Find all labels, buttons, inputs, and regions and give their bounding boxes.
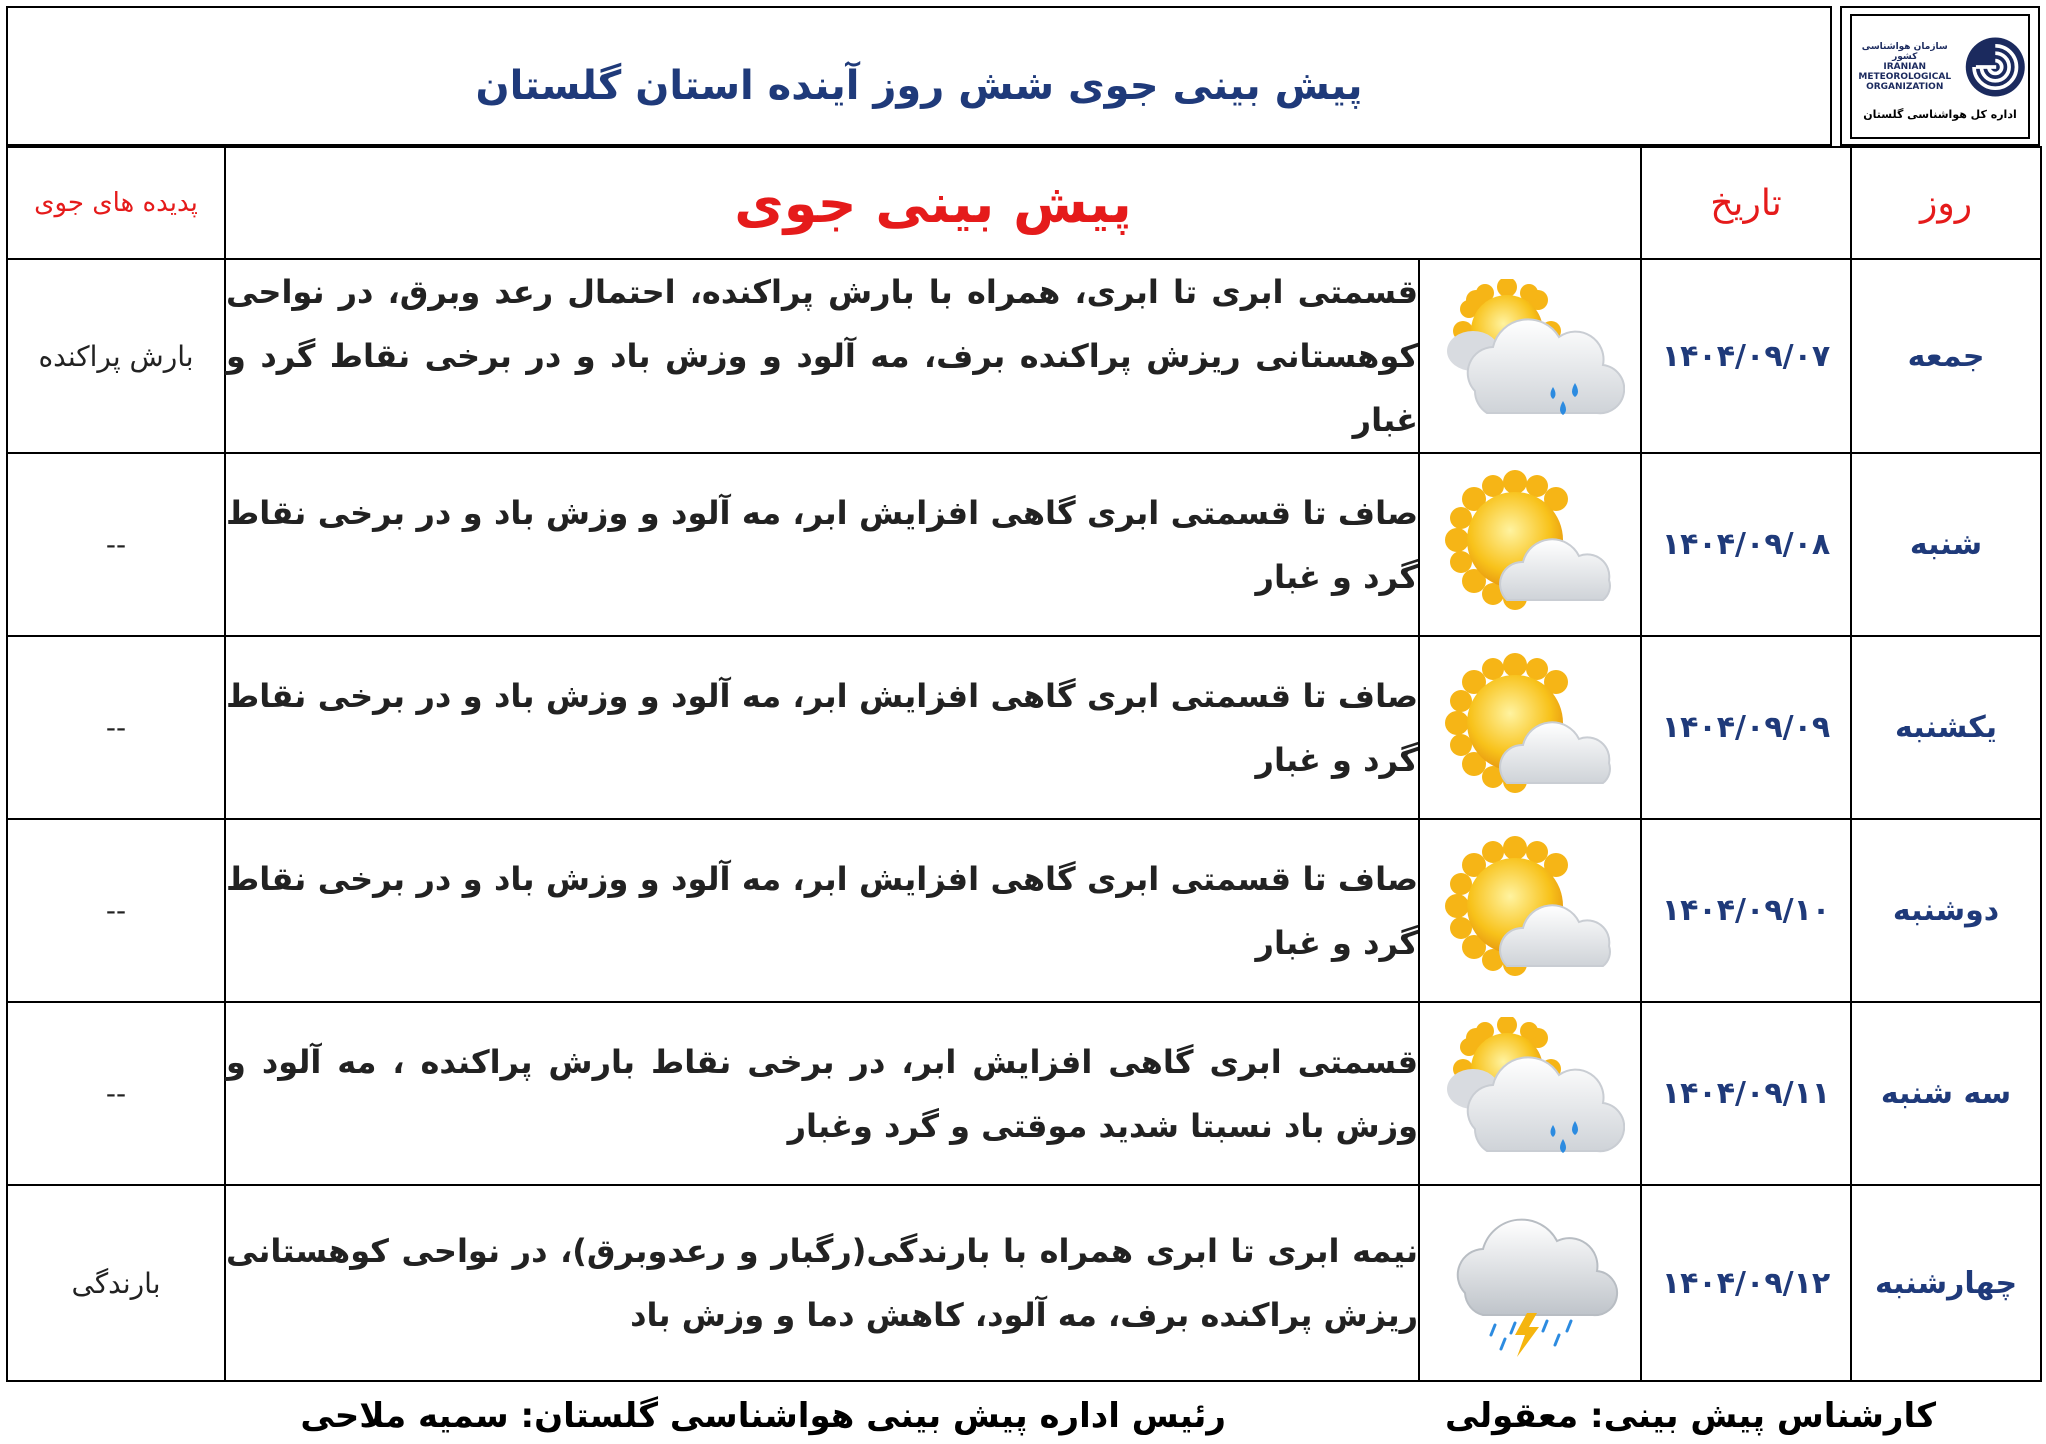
meteorology-logo-icon [1963,32,2028,102]
partly-cloudy-rain-icon [1435,1017,1625,1167]
phenomena-cell: -- [7,636,225,819]
sun-cloud-icon [1435,834,1625,984]
table-row [7,1185,2041,1381]
column-header-date: تاریخ [1641,147,1851,259]
title-box [6,6,1832,146]
forecast-text: قسمتی ابری تا ابری، همراه با بارش پراکنده، احتمال رعد وبرق، در نواحی کوهستانی ریزش پراکنده برف، مه آلود و وزش باد و در برخی نقاط گرد و غبار [225,259,1419,453]
date-cell: ۱۴۰۴/۰۹/۰۷ [1641,259,1851,453]
date-cell: ۱۴۰۴/۰۹/۰۹ [1641,636,1851,819]
day-cell: سه شنبه [1851,1002,2041,1185]
phenomena-cell: بارش پراکنده [7,259,225,453]
day-cell: دوشنبه [1851,819,2041,1002]
sun-cloud-icon [1435,651,1625,801]
forecast-text: قسمتی ابری گاهی افزایش ابر، در برخی نقاط بارش پراکنده ، مه آلود و وزش باد نسبتا شدید موقتی و گرد وغبار [225,1002,1419,1185]
sun-cloud-icon [1435,468,1625,618]
date-cell: ۱۴۰۴/۰۹/۱۲ [1641,1185,1851,1381]
day-cell: جمعه [1851,259,2041,453]
header-row [7,147,2041,259]
phenomena-cell: -- [7,1002,225,1185]
table-row [7,636,2041,819]
table-row [7,819,2041,1002]
date-cell: ۱۴۰۴/۰۹/۰۸ [1641,453,1851,636]
logo-text-en-2: METEOROLOGICAL [1858,71,1952,82]
logo [1850,14,2030,139]
phenomena-cell: بارندگی [7,1185,225,1381]
partly-cloudy-rain-icon [1435,279,1625,429]
forecast-text: صاف تا قسمتی ابری گاهی افزایش ابر، مه آلود و وزش باد و در برخی نقاط گرد و غبار [225,819,1419,1002]
logo-text-en-3: ORGANIZATION [1866,81,1944,92]
date-cell: ۱۴۰۴/۰۹/۱۰ [1641,819,1851,1002]
day-cell: یکشنبه [1851,636,2041,819]
forecast-text: صاف تا قسمتی ابری گاهی افزایش ابر، مه آلود و وزش باد و در برخی نقاط گرد و غبار [225,453,1419,636]
column-header-phenomena: پدیده های جوی [7,147,225,259]
footer-expert: کارشناس پیش بینی: معقولی [1444,1396,1936,1436]
logo-text-fa: سازمان هواشناسی کشور [1861,41,1948,62]
forecast-text: نیمه ابری تا ابری همراه با بارندگی(رگبار و رعدوبرق)، در نواحی کوهستانی ریزش پراکنده برف، مه آلود، کاهش دما و وزش باد [225,1185,1419,1381]
page-title: پیش بینی جوی شش روز آینده استان گلستان [475,63,1363,109]
date-cell: ۱۴۰۴/۰۹/۱۱ [1641,1002,1851,1185]
logo-text-en-1: IRANIAN [1883,61,1927,72]
table-row [7,453,2041,636]
logo-caption: اداره کل هواشناسی گلستان [1863,107,2017,121]
table-row [7,1002,2041,1185]
day-cell: شنبه [1851,453,2041,636]
column-header-day: روز [1851,147,2041,259]
forecast-text: صاف تا قسمتی ابری گاهی افزایش ابر، مه آلود و وزش باد و در برخی نقاط گرد و غبار [225,636,1419,819]
column-header-forecast: پیش بینی جوی [225,147,1641,259]
phenomena-cell: -- [7,819,225,1002]
forecast-table [6,146,2042,1382]
thunderstorm-icon [1435,1201,1625,1361]
phenomena-cell: -- [7,453,225,636]
table-row [7,259,2041,453]
day-cell: چهارشنبه [1851,1185,2041,1381]
footer-head: رئیس اداره پیش بینی هواشناسی گلستان: سمیه ملاحی [300,1396,1226,1436]
logo-box [1840,6,2040,146]
